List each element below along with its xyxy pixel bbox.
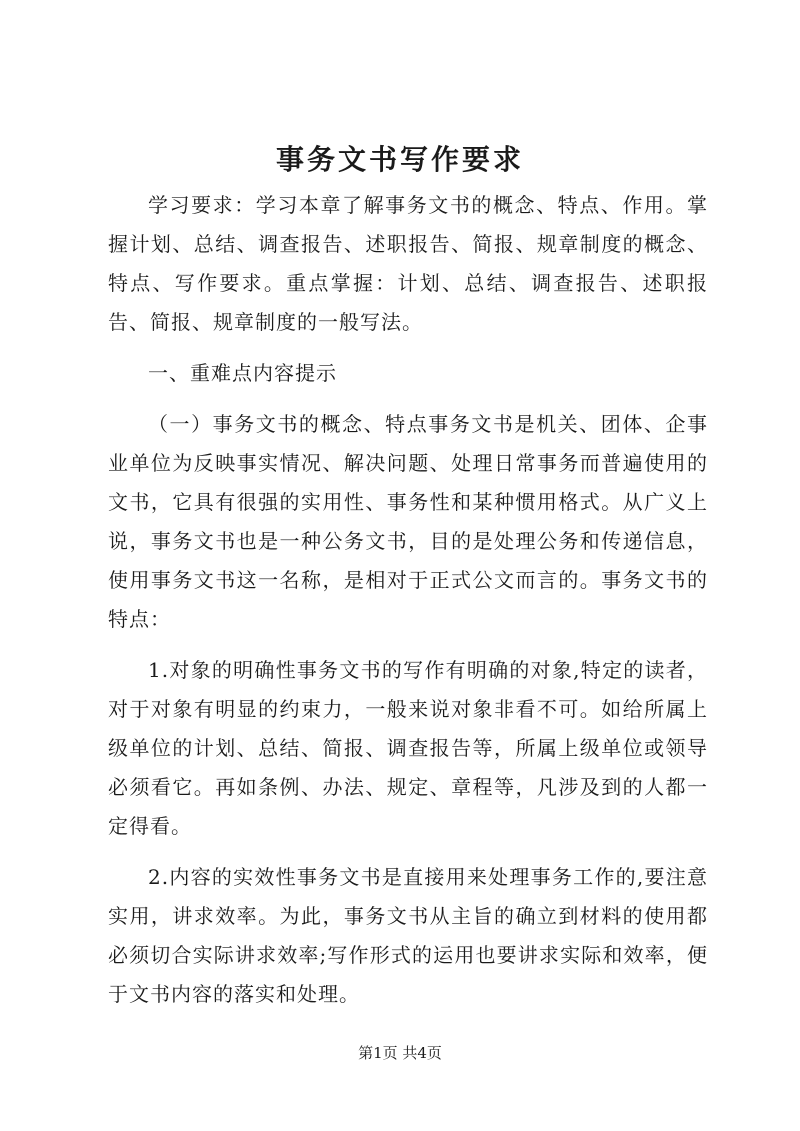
- page-footer: 第1页 共4页: [358, 1044, 442, 1062]
- document-title: 事务文书写作要求: [275, 143, 524, 176]
- section-heading: 一、重难点内容提示: [148, 361, 337, 385]
- document-body: [108, 186, 708, 1014]
- paragraph-concept: （一）事务文书的概念、特点事务文书是机关、团体、企事业单位为反映事实情况、解决问题、处理日常事务而普遍使用的文书，它具有很强的实用性、事务性和某种惯用格式。从广义上说，事务文书也是一种公务文书，目的是处理公务和传递信息，使用事务文书这一名称，是相对于正式公文而言的。事务文书的特点：: [108, 412, 708, 631]
- paragraph-point-1: 1.对象的明确性事务文书的写作有明确的对象,特定的读者，对于对象有明显的约束力，一般来说对象非看不可。如给所属上级单位的计划、总结、简报、调查报告等，所属上级单位或领导必须看它。再如条例、办法、规定、章程等，凡涉及到的人都一定得看。: [108, 658, 708, 838]
- paragraph-requirements: 学习要求：学习本章了解事务文书的概念、特点、作用。掌握计划、总结、调查报告、述职报告、简报、规章制度的概念、特点、写作要求。重点掌握：计划、总结、调查报告、述职报告、简报、规章制度的一般写法。: [108, 193, 708, 334]
- paragraph-point-2: 2.内容的实效性事务文书是直接用来处理事务工作的,要注意实用，讲求效率。为此，事务文书从主旨的确立到材料的使用都必须切合实际讲求效率;写作形式的运用也要讲求实际和效率，便于文书内容的落实和处理。: [108, 865, 708, 1006]
